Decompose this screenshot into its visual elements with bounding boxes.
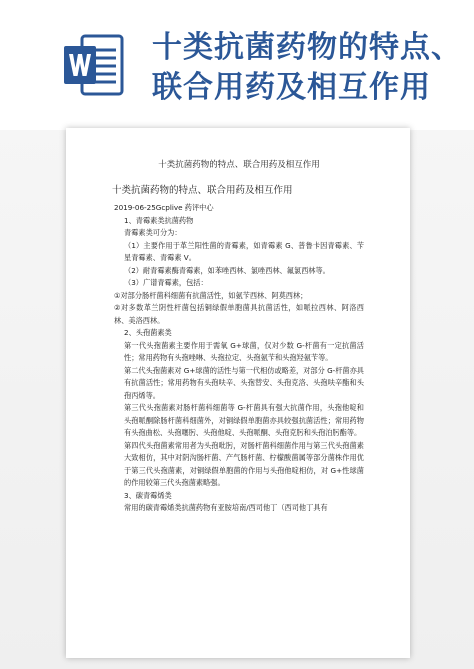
preview-header [0, 0, 474, 130]
paragraph: 第二代头孢菌素对 G+球菌的活性与第一代相仿或略差，对部分 G-杆菌亦具有抗菌活性；常用药物有头孢呋辛、头孢替安、头孢克洛、头孢呋辛酯和头孢丙烯等。 [124, 365, 364, 400]
paragraph: ①对部分肠杆菌科细菌有抗菌活性，如氨苄西林、阿莫西林； [114, 290, 308, 300]
word-doc-icon [64, 34, 124, 96]
paragraph: 3、碳青霉烯类 [124, 490, 172, 500]
document-page [66, 128, 410, 658]
paragraph: （1）主要作用于革兰阳性菌的青霉素，如青霉素 G、普鲁卡因青霉素、苄星青霉素、青霉素 V。 [124, 240, 364, 262]
paragraph: 常用的碳青霉烯类抗菌药物有亚胺培南/西司他丁（西司他丁具有 [124, 503, 328, 512]
paragraph: 第一代头孢菌素主要作用于需氧 G+球菌，仅对少数 G-杆菌有一定抗菌活性；常用药物有头孢唑啉、头孢拉定、头孢氨苄和头孢羟氨苄等。 [124, 340, 364, 362]
paragraph: （3）广谱青霉素，包括： [124, 278, 208, 287]
page-title: 十类抗菌药物的特点、联合用药及相互作用 [158, 160, 320, 170]
article-meta: 2019-06-25Gcplive 药评中心 [114, 203, 214, 212]
document-content [114, 158, 364, 515]
paragraph: 第四代头孢菌素常用者为头孢吡肟，对肠杆菌科细菌作用与第三代头孢菌素大致相仿，其中对阴沟肠杆菌、产气肠杆菌、柠檬酸菌属等部分菌株作用优于第三代头孢菌素，对铜绿假单胞菌的作用与头孢他啶相仿，对 G+性球菌的作用较第三代头孢菌素略强。 [124, 440, 364, 487]
document-title-banner: 十类抗菌药物的特点、联合用药及相互作用 [152, 30, 462, 105]
paragraph: （2）耐青霉素酶青霉素，如苯唑西林、氯唑西林、氟氯西林等。 [124, 265, 330, 275]
paragraph: 1、青霉素类抗菌药物 [124, 215, 194, 225]
paragraph: 第三代头孢菌素对肠杆菌科细菌等 G-杆菌具有强大抗菌作用，头孢他啶和头孢哌酮除肠杆菌科细菌外，对铜绿假单胞菌亦具较强抗菌活性；常用药物有头孢曲松、头孢噻肟、头孢他啶、头孢哌酮、头孢克肟和头孢泊肟酯等。 [124, 403, 364, 437]
article-title: 十类抗菌药物的特点、联合用药及相互作用 [112, 185, 293, 196]
paragraph: ②对多数革兰阴性杆菌包括铜绿假单胞菌具抗菌活性，如哌拉西林、阿洛西林、美洛西林。 [114, 303, 364, 325]
paragraph: 2、头孢菌素类 [124, 328, 172, 337]
paragraph: 青霉素类可分为： [124, 228, 182, 237]
